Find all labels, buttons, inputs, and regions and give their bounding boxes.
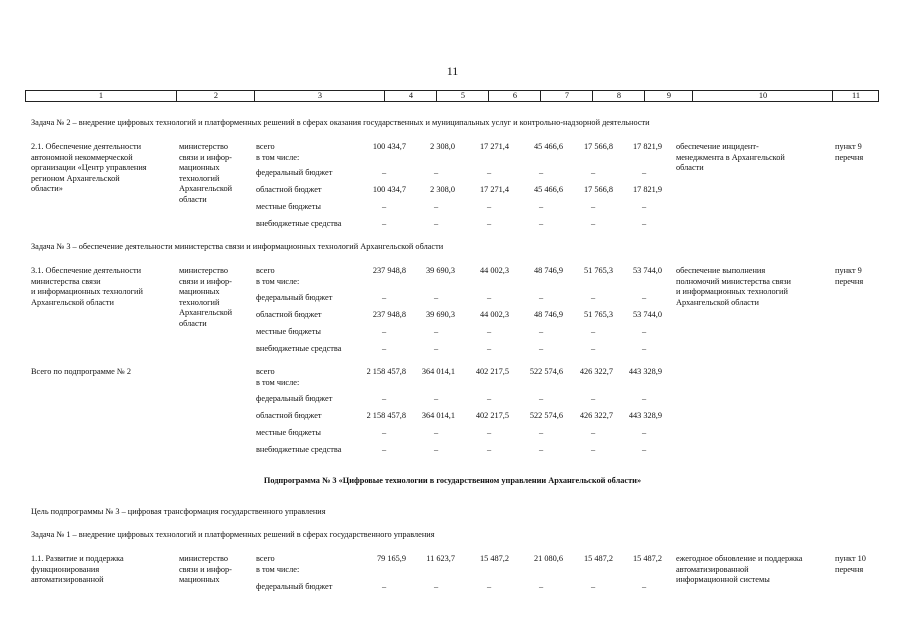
empty-dash: – <box>487 582 492 591</box>
ref-line: пункт 10 <box>835 554 866 563</box>
responsible-line: связи и инфор- <box>179 564 232 574</box>
value-cell: 426 322,7 <box>579 411 613 420</box>
task3-title: Задача № 3 – обеспечение деятельности министерства связи и информационных технологий Архангельской области <box>31 242 444 251</box>
result-line: обеспечение инцидент- <box>676 142 759 151</box>
empty-dash: – <box>591 394 596 403</box>
source-incl: в том числе: <box>256 152 300 162</box>
empty-dash: – <box>487 344 492 353</box>
col-8: 8 <box>592 91 645 101</box>
empty-dash: – <box>434 293 439 302</box>
value-cell: 79 165,9 <box>376 554 406 563</box>
empty-dash: – <box>539 168 544 177</box>
empty-dash: – <box>539 344 544 353</box>
empty-dash: – <box>591 202 596 211</box>
empty-dash: – <box>642 344 647 353</box>
source-total: всего <box>256 266 275 275</box>
value-cell: 443 328,9 <box>628 411 662 420</box>
empty-dash: – <box>487 394 492 403</box>
value-cell: 364 014,1 <box>421 367 455 376</box>
result-line: обеспечение выполнения <box>676 266 766 275</box>
responsible-line: мационных <box>179 287 220 296</box>
empty-dash: – <box>642 219 647 228</box>
col-4: 4 <box>384 91 437 101</box>
source-federal: федеральный бюджет <box>256 293 333 302</box>
empty-dash: – <box>382 394 387 403</box>
value-cell: 2 308,0 <box>430 142 455 151</box>
empty-dash: – <box>642 394 647 403</box>
source-incl: в том числе: <box>256 377 300 387</box>
value-cell: 15 487,2 <box>632 554 662 563</box>
empty-dash: – <box>487 219 492 228</box>
empty-dash: – <box>434 344 439 353</box>
source-extra: внебюджетные средства <box>256 344 342 353</box>
source-federal: федеральный бюджет <box>256 582 333 591</box>
value-cell: 402 217,5 <box>475 411 509 420</box>
empty-dash: – <box>642 327 647 336</box>
empty-dash: – <box>642 293 647 302</box>
value-cell: 100 434,7 <box>372 142 406 151</box>
ref-line: пункт 9 <box>835 266 862 275</box>
empty-dash: – <box>434 219 439 228</box>
responsible-line: министерство <box>179 554 229 563</box>
value-cell: 51 765,3 <box>583 266 613 275</box>
value-cell: 39 690,3 <box>425 266 455 275</box>
empty-dash: – <box>539 445 544 454</box>
empty-dash: – <box>487 428 492 437</box>
empty-dash: – <box>591 168 596 177</box>
value-cell: 402 217,5 <box>475 367 509 376</box>
value-cell: 2 308,0 <box>430 185 455 194</box>
col-7: 7 <box>540 91 593 101</box>
source-extra: внебюджетные средства <box>256 219 342 228</box>
task2-responsible <box>179 142 232 205</box>
value-cell: 237 948,8 <box>372 310 406 319</box>
empty-dash: – <box>539 219 544 228</box>
column-header-row <box>25 90 879 102</box>
value-cell: 17 566,8 <box>583 185 613 194</box>
empty-dash: – <box>642 582 647 591</box>
task3-sources <box>256 266 299 287</box>
empty-dash: – <box>539 293 544 302</box>
result-line: Архангельской области <box>676 297 759 307</box>
empty-dash: – <box>539 327 544 336</box>
task2-item-line: автономной некоммерческой <box>31 152 133 162</box>
col-11: 11 <box>832 91 879 101</box>
page-number: 11 <box>446 64 459 78</box>
source-regional: областной бюджет <box>256 411 322 420</box>
ref-line: пункт 9 <box>835 142 862 151</box>
task2-result <box>676 142 785 174</box>
task2-sources <box>256 142 299 163</box>
value-cell: 45 466,6 <box>533 185 563 194</box>
value-cell: 17 271,4 <box>479 185 509 194</box>
value-cell: 51 765,3 <box>583 310 613 319</box>
empty-dash: – <box>539 582 544 591</box>
source-total: всего <box>256 367 275 376</box>
source-total: всего <box>256 142 275 151</box>
source-incl: в том числе: <box>256 564 300 574</box>
task3-item-line: Архангельской области <box>31 297 114 307</box>
source-local: местные бюджеты <box>256 428 321 437</box>
task2-item-line: регионом Архангельской <box>31 173 120 183</box>
value-cell: 17 271,4 <box>479 142 509 151</box>
col-2: 2 <box>176 91 255 101</box>
ref-line: перечня <box>835 152 864 162</box>
col-6: 6 <box>488 91 541 101</box>
value-cell: 11 623,7 <box>426 554 455 563</box>
col-10: 10 <box>692 91 833 101</box>
empty-dash: – <box>434 445 439 454</box>
empty-dash: – <box>434 168 439 177</box>
source-local: местные бюджеты <box>256 202 321 211</box>
sp3-sources <box>256 554 299 575</box>
source-total: всего <box>256 554 275 563</box>
source-extra: внебюджетные средства <box>256 445 342 454</box>
sp3-item-line: функционирования <box>31 564 100 574</box>
empty-dash: – <box>487 445 492 454</box>
sp3-item-line: 1.1. Развитие и поддержка <box>31 554 124 563</box>
responsible-line: Архангельской <box>179 184 233 193</box>
responsible-line: мационных <box>179 163 220 172</box>
empty-dash: – <box>591 293 596 302</box>
task3-result <box>676 266 791 308</box>
empty-dash: – <box>591 327 596 336</box>
empty-dash: – <box>382 293 387 302</box>
source-regional: областной бюджет <box>256 185 322 194</box>
empty-dash: – <box>382 202 387 211</box>
empty-dash: – <box>539 202 544 211</box>
value-cell: 2 158 457,8 <box>366 367 406 376</box>
empty-dash: – <box>642 428 647 437</box>
empty-dash: – <box>487 202 492 211</box>
empty-dash: – <box>539 428 544 437</box>
value-cell: 443 328,9 <box>628 367 662 376</box>
task3-ref <box>835 266 863 287</box>
value-cell: 48 746,9 <box>533 266 563 275</box>
responsible-line: министерство <box>179 142 229 151</box>
empty-dash: – <box>434 202 439 211</box>
value-cell: 17 821,9 <box>632 142 662 151</box>
subprogram3-title: Подпрограмма № 3 «Цифровые технологии в государственном управлении Архангельской области» <box>263 476 642 485</box>
value-cell: 44 002,3 <box>479 310 509 319</box>
value-cell: 364 014,1 <box>421 411 455 420</box>
responsible-line: области <box>179 194 207 204</box>
empty-dash: – <box>434 394 439 403</box>
responsible-line: области <box>179 318 207 328</box>
value-cell: 17 566,8 <box>583 142 613 151</box>
sp3-item-line: автоматизированной <box>31 575 104 584</box>
responsible-line: технологий <box>179 297 220 307</box>
col-5: 5 <box>436 91 489 101</box>
task2-item-line: области» <box>31 184 63 193</box>
col-1: 1 <box>98 91 104 100</box>
empty-dash: – <box>591 344 596 353</box>
task2-item <box>31 142 147 195</box>
empty-dash: – <box>487 327 492 336</box>
empty-dash: – <box>382 219 387 228</box>
value-cell: 426 322,7 <box>579 367 613 376</box>
task3-item-line: и информационных технологий <box>31 287 143 296</box>
source-incl: в том числе: <box>256 276 300 286</box>
ref-line: перечня <box>835 276 864 286</box>
empty-dash: – <box>434 327 439 336</box>
task3-responsible <box>179 266 232 329</box>
subprogram3-task1: Задача № 1 – внедрение цифровых технологий и платформенных решений в сферах государственного управления <box>31 530 435 539</box>
sp3-ref <box>835 554 866 575</box>
task3-item-line: министерства связи <box>31 276 101 286</box>
responsible-line: мационных <box>179 575 220 584</box>
responsible-line: Архангельской <box>179 308 233 317</box>
value-cell: 522 574,6 <box>529 367 563 376</box>
empty-dash: – <box>591 428 596 437</box>
value-cell: 45 466,6 <box>533 142 563 151</box>
empty-dash: – <box>434 428 439 437</box>
task3-item <box>31 266 143 308</box>
source-federal: федеральный бюджет <box>256 168 333 177</box>
empty-dash: – <box>591 582 596 591</box>
responsible-line: связи и инфор- <box>179 152 232 162</box>
empty-dash: – <box>642 202 647 211</box>
source-local: местные бюджеты <box>256 327 321 336</box>
empty-dash: – <box>382 327 387 336</box>
result-line: области <box>676 163 704 172</box>
col-9: 9 <box>644 91 693 101</box>
task2-item-line: 2.1. Обеспечение деятельности <box>31 142 142 151</box>
ref-line: перечня <box>835 564 864 574</box>
result-line: полномочий министерства связи <box>676 276 791 286</box>
value-cell: 53 744,0 <box>632 266 662 275</box>
empty-dash: – <box>539 394 544 403</box>
task2-title: Задача № 2 – внедрение цифровых технологий и платформенных решений в сферах оказания государственных и муниципальных услуг и контрольно-надзорной деятельности <box>31 118 650 127</box>
empty-dash: – <box>382 344 387 353</box>
task2-ref <box>835 142 863 163</box>
task3-item-line: 3.1. Обеспечение деятельности <box>31 266 142 275</box>
sp3-result <box>676 554 802 586</box>
empty-dash: – <box>434 582 439 591</box>
empty-dash: – <box>591 219 596 228</box>
sp3-item <box>31 554 124 586</box>
value-cell: 237 948,8 <box>372 266 406 275</box>
value-cell: 44 002,3 <box>479 266 509 275</box>
value-cell: 48 746,9 <box>533 310 563 319</box>
value-cell: 15 487,2 <box>583 554 613 563</box>
source-regional: областной бюджет <box>256 310 322 319</box>
empty-dash: – <box>487 293 492 302</box>
col-3: 3 <box>254 91 385 101</box>
empty-dash: – <box>382 445 387 454</box>
value-cell: 2 158 457,8 <box>366 411 406 420</box>
source-federal: федеральный бюджет <box>256 394 333 403</box>
result-line: ежегодное обновление и поддержка <box>676 554 803 563</box>
subtotal-label: Всего по подпрограмме № 2 <box>31 367 132 376</box>
subprogram3-goal: Цель подпрограммы № 3 – цифровая трансформация государственного управления <box>31 507 326 516</box>
responsible-line: связи и инфор- <box>179 276 232 286</box>
result-line: информационной системы <box>676 575 770 584</box>
sp3-responsible <box>179 554 232 586</box>
empty-dash: – <box>487 168 492 177</box>
value-cell: 21 080,6 <box>533 554 563 563</box>
value-cell: 39 690,3 <box>425 310 455 319</box>
empty-dash: – <box>591 445 596 454</box>
responsible-line: технологий <box>179 173 220 183</box>
value-cell: 17 821,9 <box>632 185 662 194</box>
value-cell: 15 487,2 <box>479 554 509 563</box>
value-cell: 53 744,0 <box>632 310 662 319</box>
empty-dash: – <box>382 168 387 177</box>
value-cell: 522 574,6 <box>529 411 563 420</box>
subtotal-sources <box>256 367 299 388</box>
task2-item-line: организации «Центр управления <box>31 163 147 172</box>
result-line: и информационных технологий <box>676 287 788 296</box>
result-line: автоматизированной <box>676 564 749 574</box>
empty-dash: – <box>382 428 387 437</box>
empty-dash: – <box>642 445 647 454</box>
result-line: менеджмента в Архангельской <box>676 152 785 162</box>
empty-dash: – <box>382 582 387 591</box>
value-cell: 100 434,7 <box>372 185 406 194</box>
empty-dash: – <box>642 168 647 177</box>
responsible-line: министерство <box>179 266 229 275</box>
